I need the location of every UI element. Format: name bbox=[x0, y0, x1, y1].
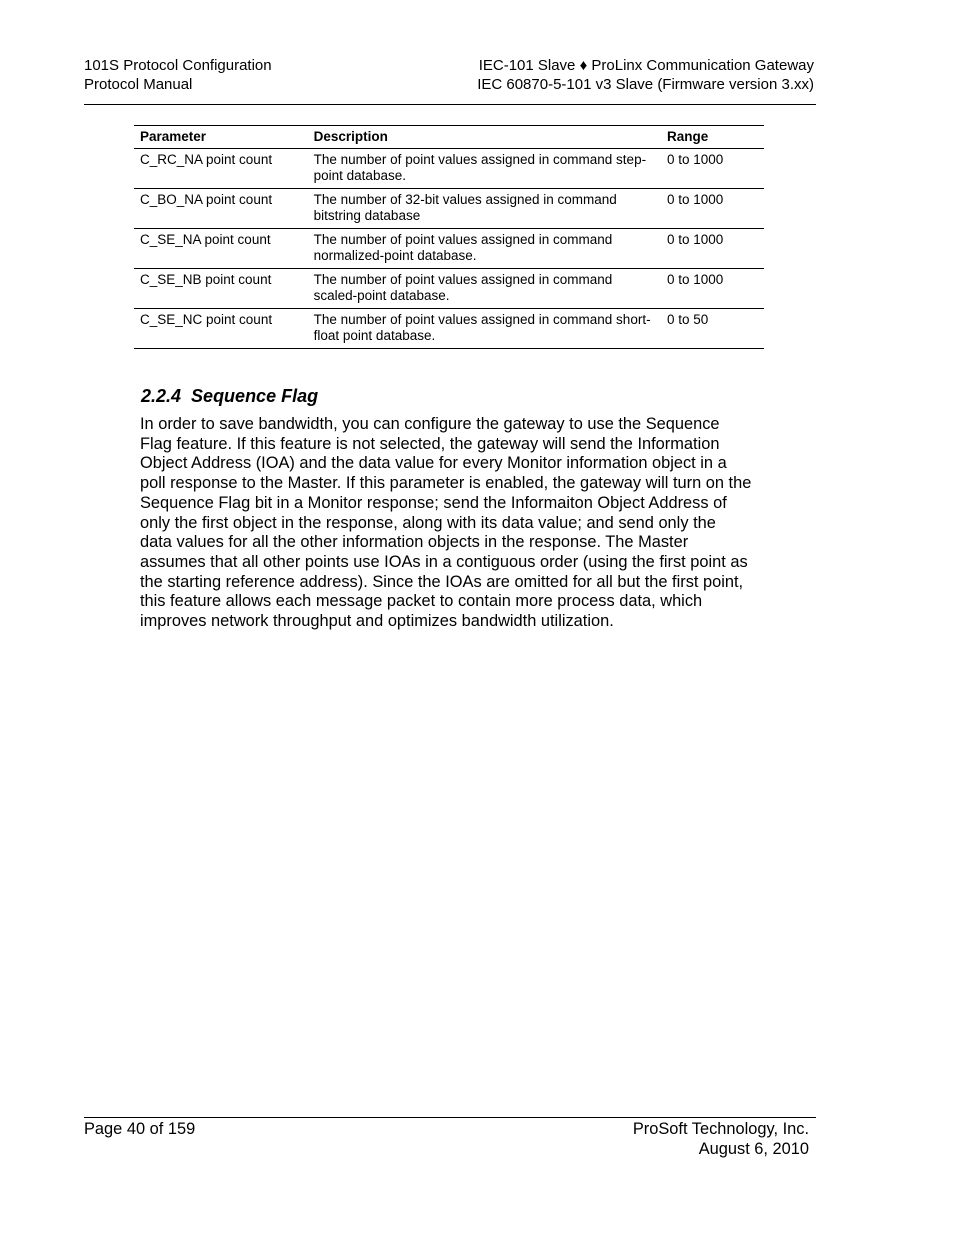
header-document-title: 101S Protocol Configuration bbox=[84, 57, 272, 74]
header-divider bbox=[84, 104, 816, 105]
table-row bbox=[134, 229, 764, 269]
cell-range: 0 to 1000 bbox=[661, 149, 764, 189]
table-row bbox=[134, 189, 764, 229]
section-body-paragraph: In order to save bandwidth, you can configure the gateway to use the Sequence Flag feature. If this feature is not selected, the gateway will send the Information Object Address (IOA) and the data value for every Monitor information object in a poll response to the Master. If this parameter is enabled, the gateway will turn on the Sequence Flag bit in a Monitor response; send the Informaiton Object Address of only the first object in the response, along with its data value; and send only the data values for all the other information objects in the response. The Master assumes that all other points use IOAs in a contiguous order (using the first point as the starting reference address). Since the IOAs are omitted for all but the first point, this feature allows each message packet to contain more process data, which improves network throughput and optimizes bandwidth utilization. bbox=[140, 415, 752, 631]
footer-page-number: Page 40 of 159 bbox=[84, 1120, 196, 1138]
table-row bbox=[134, 269, 764, 309]
section-title: Sequence Flag bbox=[191, 386, 319, 406]
cell-range: 0 to 1000 bbox=[661, 189, 764, 229]
parameter-table bbox=[134, 125, 764, 349]
cell-parameter: C_SE_NB point count bbox=[134, 269, 308, 309]
footer-company: ProSoft Technology, Inc. bbox=[632, 1120, 809, 1138]
column-header-description: Description bbox=[308, 126, 661, 149]
cell-parameter: C_RC_NA point count bbox=[134, 149, 308, 189]
header-document-type: Protocol Manual bbox=[84, 76, 193, 93]
cell-range: 0 to 1000 bbox=[661, 229, 764, 269]
cell-range: 0 to 1000 bbox=[661, 269, 764, 309]
table-row bbox=[134, 149, 764, 189]
cell-description: The number of point values assigned in command short-float point database. bbox=[308, 309, 661, 349]
section-number: 2.2.4 bbox=[141, 386, 182, 406]
header-firmware-line: IEC 60870-5-101 v3 Slave (Firmware version 3.xx) bbox=[477, 76, 814, 93]
section-heading bbox=[141, 385, 318, 407]
page-header-left bbox=[84, 56, 272, 94]
page-footer-right bbox=[633, 1120, 809, 1159]
cell-parameter: C_BO_NA point count bbox=[134, 189, 308, 229]
footer-divider bbox=[84, 1117, 816, 1118]
cell-parameter: C_SE_NA point count bbox=[134, 229, 308, 269]
footer-date: August 6, 2010 bbox=[698, 1139, 809, 1158]
cell-description: The number of 32-bit values assigned in command bitstring database bbox=[308, 189, 661, 229]
header-product-line: IEC-101 Slave ♦ ProLinx Communication Gateway bbox=[478, 57, 814, 74]
cell-description: The number of point values assigned in command normalized-point database. bbox=[308, 229, 661, 269]
column-header-parameter: Parameter bbox=[134, 126, 308, 149]
cell-description: The number of point values assigned in command scaled-point database. bbox=[308, 269, 661, 309]
page-header-right bbox=[477, 56, 814, 94]
table-header-row bbox=[134, 126, 764, 149]
cell-description: The number of point values assigned in command step-point database. bbox=[308, 149, 661, 189]
cell-parameter: C_SE_NC point count bbox=[134, 309, 308, 349]
table-row bbox=[134, 309, 764, 349]
column-header-range: Range bbox=[661, 126, 764, 149]
cell-range: 0 to 50 bbox=[661, 309, 764, 349]
